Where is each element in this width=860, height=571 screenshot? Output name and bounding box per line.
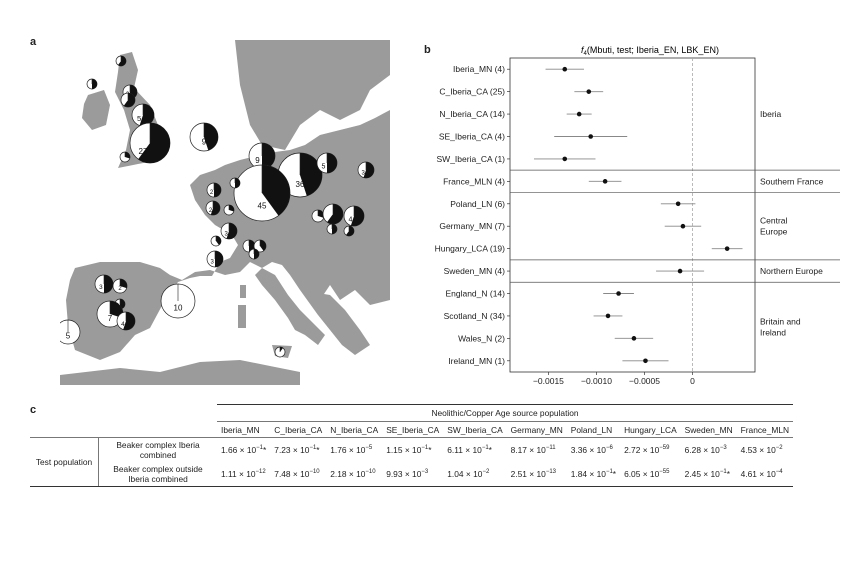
sample-pie [120, 152, 130, 162]
p-value-cell: $1.76 \times 10^{-5}$ [326, 438, 382, 463]
pie-count-label: 3 [99, 283, 103, 291]
sample-pie [249, 249, 259, 259]
sample-pie [317, 153, 337, 173]
pie-count-label: 7 [107, 314, 113, 324]
europe-map [60, 40, 400, 385]
sample-pie [87, 79, 97, 89]
p-value-cell: $1.15 \times 10^{-1}*$ [382, 438, 443, 463]
pie-count-label: 3 [224, 231, 228, 238]
sample-pie [211, 236, 221, 246]
sample-pie [344, 206, 364, 226]
p-value-cell: $4.61 \times 10^{-4}$ [737, 462, 793, 487]
source-population-header: Neolithic/Copper Age source population [217, 405, 793, 422]
pie-count-label: 5 [65, 331, 71, 341]
column-header: Iberia_MN [217, 422, 270, 438]
plot-title [581, 45, 719, 57]
row-label: Beaker complex outside Iberia combined [99, 462, 218, 487]
p-value-cell: $7.23 \times 10^{-1}*$ [270, 438, 326, 463]
sample-pie [190, 123, 218, 151]
sample-pie [60, 320, 80, 344]
title-sub: 4 [583, 51, 587, 57]
p-value-cell: $2.18 \times 10^{-10}$ [326, 462, 382, 487]
sample-pie [207, 251, 223, 267]
panel-label-a: a [30, 36, 37, 48]
sample-pie [161, 284, 195, 318]
column-header: Hungary_LCA [620, 422, 681, 438]
data-point [577, 112, 582, 117]
pie-count-label: 2 [208, 207, 213, 214]
sample-pie [221, 223, 237, 239]
data-point [632, 336, 637, 341]
sample-pie [224, 205, 234, 215]
x-tick-label: −0.0010 [580, 376, 612, 386]
group-label: Northern Europe [760, 266, 823, 277]
row-group-label: Test population [30, 438, 99, 487]
pie-count-label: 4 [121, 320, 125, 328]
pie-count-label: 5 [321, 163, 326, 171]
p-value-table [30, 404, 793, 487]
column-header: C_Iberia_CA [270, 422, 326, 438]
sample-pie [117, 312, 135, 330]
pie-count-label: 3 [210, 259, 214, 266]
data-point [725, 246, 730, 251]
y-tick-label: Iberia_MN (4) [453, 64, 505, 75]
panel-label-b: b [424, 44, 431, 56]
column-header: SE_Iberia_CA [382, 422, 443, 438]
column-header: Sweden_MN [681, 422, 737, 438]
pie-count-label: 9 [255, 156, 260, 166]
p-value-table-wrapper [30, 404, 830, 487]
column-header: Germany_MN [507, 422, 567, 438]
p-value-cell: $2.45 \times 10^{-1}*$ [681, 462, 737, 487]
p-value-cell: $6.28 \times 10^{-3}$ [681, 438, 737, 463]
x-tick-label: 0 [690, 376, 695, 386]
y-tick-label: N_Iberia_CA (14) [439, 109, 505, 120]
pie-count-label: 3 [361, 170, 365, 177]
table-row [30, 438, 793, 463]
table-row [30, 462, 793, 487]
sample-pie [312, 210, 324, 222]
group-label: Southern France [760, 176, 824, 187]
p-value-cell: $2.72 \times 10^{-59}$ [620, 438, 681, 463]
x-tick-label: −0.0005 [629, 376, 660, 386]
sample-pie [323, 204, 343, 224]
data-point [643, 358, 648, 363]
plot-frame [435, 58, 840, 386]
data-point [681, 224, 686, 229]
panel-label-c: c [30, 404, 37, 416]
pie-count-label: 45 [257, 201, 267, 211]
y-tick-label: Wales_N (2) [458, 333, 505, 344]
data-point [616, 291, 621, 296]
column-header: N_Iberia_CA [326, 422, 382, 438]
y-tick-label: SE_Iberia_CA (4) [438, 131, 505, 142]
y-tick-label: Sweden_MN (4) [443, 266, 505, 277]
y-tick-label: Germany_MN (7) [439, 221, 505, 232]
sample-pie [207, 183, 221, 197]
group-label: Britain and Ireland [760, 316, 801, 338]
pie-count-label: 36 [295, 180, 305, 190]
p-value-cell: $3.36 \times 10^{-6}$ [567, 438, 620, 463]
pie-count-label: 4 [348, 216, 353, 224]
plot-border [510, 58, 755, 372]
p-value-cell: $4.53 \times 10^{-2}$ [737, 438, 793, 463]
y-tick-label: France_MLN (4) [443, 176, 505, 187]
data-point [562, 157, 567, 162]
sample-pie [327, 224, 337, 234]
column-header: SW_Iberia_CA [443, 422, 506, 438]
p-value-cell: $6.05 \times 10^{-55}$ [620, 462, 681, 487]
data-point [603, 179, 608, 184]
column-header-row [30, 422, 793, 438]
sample-pie [113, 279, 127, 293]
p-value-cell: $2.51 \times 10^{-13}$ [507, 462, 567, 487]
pie-count-label: 5 [137, 114, 142, 124]
f4-forest-plot [420, 40, 840, 395]
group-label: Central Europe [760, 215, 788, 237]
sample-pie [358, 162, 374, 178]
y-tick-label: C_Iberia_CA (25) [439, 86, 505, 97]
p-value-cell: $1.11 \times 10^{-12}$ [217, 462, 270, 487]
p-value-cell: $7.48 \times 10^{-10}$ [270, 462, 326, 487]
y-tick-label: Scotland_N (34) [443, 310, 505, 321]
title-rest: (Mbuti, test; Iberia_EN, LBK_EN) [586, 45, 719, 55]
y-tick-label: Poland_LN (6) [450, 198, 505, 209]
land-shape [240, 285, 246, 298]
data-point [678, 269, 683, 274]
sample-pie [116, 56, 126, 66]
title-f: f [581, 45, 584, 55]
data-point [586, 89, 591, 94]
column-header: France_MLN [737, 422, 793, 438]
p-value-cell: $1.84 \times 10^{-1}*$ [567, 462, 620, 487]
p-value-cell: $8.17 \times 10^{-11}$ [507, 438, 567, 463]
y-tick-label: England_N (14) [445, 288, 505, 299]
sample-pie [130, 123, 170, 163]
row-label: Beaker complex Iberia combined [99, 438, 218, 463]
pie-count-label: 2 [118, 285, 122, 292]
sample-pie [95, 275, 113, 293]
pie-count-label: 9 [201, 137, 207, 147]
y-tick-label: Ireland_MN (1) [448, 355, 505, 366]
sample-pie [234, 165, 290, 221]
p-value-cell: $6.11 \times 10^{-1}*$ [443, 438, 506, 463]
p-value-cell: $1.04 \times 10^{-2}$ [443, 462, 506, 487]
data-point [588, 134, 593, 139]
sample-pie [275, 347, 285, 357]
p-value-cell: $9.93 \times 10^{-3}$ [382, 462, 443, 487]
x-tick-label: −0.0015 [532, 376, 564, 386]
sample-pie [344, 226, 354, 236]
data-point [676, 201, 681, 206]
sample-pie [121, 93, 135, 107]
data-point [562, 67, 567, 72]
sample-pie [230, 178, 240, 188]
pie-count-label: 10 [173, 303, 183, 313]
y-tick-label: Hungary_LCA (19) [434, 243, 505, 254]
y-tick-label: SW_Iberia_CA (1) [436, 153, 505, 164]
data-point [606, 314, 611, 319]
sample-pie [206, 201, 220, 215]
p-value-cell: $1.66 \times 10^{-1}*$ [217, 438, 270, 463]
column-header: Poland_LN [567, 422, 620, 438]
pie-count-label: 2 [209, 189, 214, 196]
land-shape [238, 305, 246, 328]
plot-marks [534, 67, 742, 363]
group-label: Iberia [760, 109, 782, 120]
pie-count-label: 27 [138, 147, 148, 156]
